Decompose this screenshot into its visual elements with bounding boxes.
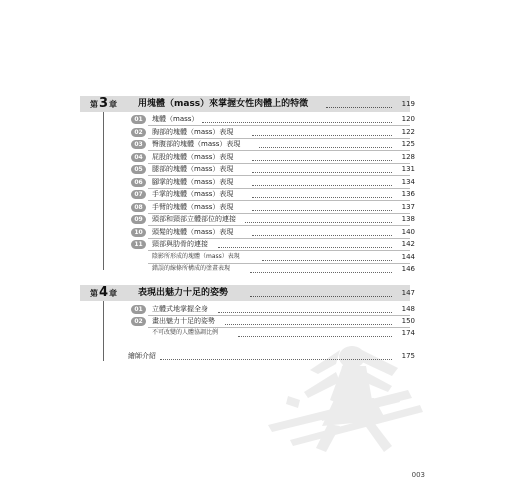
leader-dots	[259, 147, 392, 148]
section-badge: 06	[131, 178, 146, 187]
toc-entry-title[interactable]: 腿部的塊體（mass）表現	[152, 165, 234, 173]
leader-dots	[218, 312, 392, 313]
toc-entry-page: 131	[401, 165, 415, 173]
section-badge: 04	[131, 153, 146, 162]
toc-entry-page: 122	[401, 128, 415, 136]
toc-subentry-page: 144	[401, 253, 415, 261]
section-badge: 01	[131, 115, 146, 124]
leader-dots	[252, 160, 392, 161]
toc-entry-title[interactable]: 頸部與肋骨的連接	[152, 240, 208, 248]
chapter-4-page: 147	[401, 289, 415, 297]
chapter-4-title[interactable]: 表現出魅力十足的姿勢	[138, 288, 229, 298]
toc-entry-title[interactable]: 畫出魅力十足的姿勢	[152, 317, 215, 325]
leader-dots	[250, 296, 392, 297]
toc-entry-page: 138	[401, 215, 415, 223]
chapter-4-rule	[103, 301, 104, 361]
section-badge: 10	[131, 228, 146, 237]
leader-dots	[252, 235, 392, 236]
toc-subentry-title[interactable]: 陰影所形成的塊體（mass）表現	[152, 253, 240, 260]
section-badge: 08	[131, 203, 146, 212]
toc-subentry-page: 146	[401, 265, 415, 273]
leader-dots	[160, 359, 392, 360]
leader-dots	[262, 260, 392, 261]
chapter-4-header-bar	[80, 285, 410, 301]
section-badge: 09	[131, 215, 146, 224]
chapter-3-title[interactable]: 用塊體（mass）來掌握女性肉體上的特徵	[138, 99, 309, 109]
chapter-3-number	[90, 96, 117, 112]
section-badge: 05	[131, 165, 146, 174]
chapter-label-suffix: 章	[109, 100, 118, 109]
toc-entry-title[interactable]: 頭部和頸部立體部位的連接	[152, 215, 236, 223]
leader-dots	[225, 324, 392, 325]
toc-entry-page: 140	[401, 228, 415, 236]
toc-entry-page: 120	[401, 115, 415, 123]
section-badge: 07	[131, 190, 146, 199]
leader-dots	[202, 122, 392, 123]
leader-dots	[252, 185, 392, 186]
leader-dots	[252, 172, 392, 173]
leader-dots	[252, 135, 392, 136]
toc-entry-title[interactable]: 手掌的塊體（mass）表現	[152, 190, 234, 198]
leader-dots	[326, 107, 392, 108]
section-badge: 01	[131, 305, 146, 314]
toc-entry-title[interactable]: 立體式地掌握全身	[152, 305, 208, 313]
toc-subentry-page: 174	[401, 329, 415, 337]
toc-entry-title[interactable]: 屁股的塊體（mass）表現	[152, 153, 234, 161]
toc-entry-title[interactable]: 胸部的塊體（mass）表現	[152, 128, 234, 136]
toc-entry-page: 148	[401, 305, 415, 313]
chapter-label-suffix: 章	[109, 289, 118, 298]
leader-dots	[218, 247, 392, 248]
chapter-3-rule	[103, 112, 104, 270]
section-badge: 02	[131, 317, 146, 326]
chapter-label-prefix: 第	[90, 289, 98, 298]
toc-entry-page: 128	[401, 153, 415, 161]
toc-entry-title[interactable]: 頭髮的塊體（mass）表現	[152, 228, 234, 236]
section-badge: 02	[131, 128, 146, 137]
illustrator-intro-page: 175	[401, 352, 415, 360]
leader-dots	[252, 197, 392, 198]
toc-entry-title[interactable]: 手臂的塊體（mass）表現	[152, 203, 234, 211]
leader-dots	[245, 222, 392, 223]
toc-subentry-title[interactable]: 錯誤的線條所構成的塗畫表現	[152, 265, 231, 272]
toc-entry-title[interactable]: 臀腹部的塊體（mass）表現	[152, 140, 241, 148]
chapter-label-prefix: 第	[90, 100, 98, 109]
toc-entry-page: 134	[401, 178, 415, 186]
section-badge: 11	[131, 240, 146, 249]
leader-dots	[252, 210, 392, 211]
illustrator-intro-title[interactable]: 繪師介紹	[128, 352, 156, 360]
toc-entry-title[interactable]: 腳掌的塊體（mass）表現	[152, 178, 234, 186]
toc-entry-page: 137	[401, 203, 415, 211]
toc-entry-page: 142	[401, 240, 415, 248]
page-number: 003	[411, 471, 425, 479]
toc-entry-page: 150	[401, 317, 415, 325]
toc-entry-page: 125	[401, 140, 415, 148]
toc-subentry-title[interactable]: 不可改變的人體協調比例	[152, 329, 219, 336]
toc-entry-title[interactable]: 塊體（mass）	[152, 115, 199, 123]
leader-dots	[238, 336, 392, 337]
chapter-number: 3	[99, 96, 109, 111]
section-badge: 03	[131, 140, 146, 149]
chapter-3-page: 119	[401, 100, 415, 108]
chapter-number: 4	[99, 285, 109, 300]
toc-entry-page: 136	[401, 190, 415, 198]
leader-dots	[250, 272, 392, 273]
chapter-4-number	[90, 285, 117, 301]
